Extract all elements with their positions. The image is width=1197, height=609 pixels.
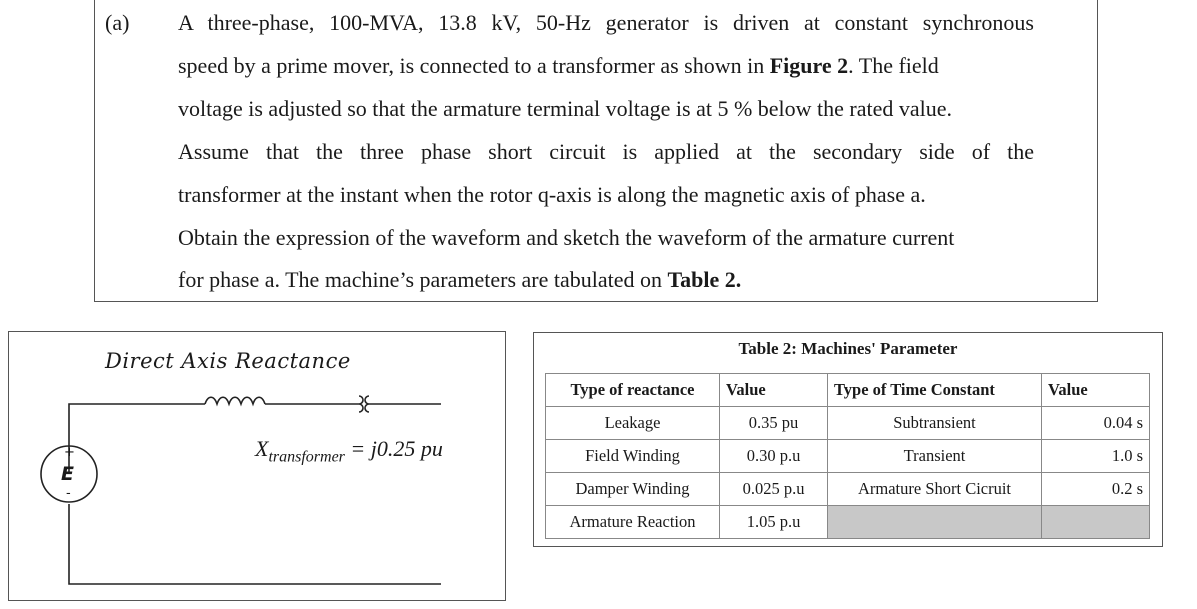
table-cell: Damper Winding	[546, 473, 720, 506]
table-cell: 1.0 s	[1042, 440, 1150, 473]
question-box	[94, 0, 1098, 302]
table-cell: Armature Short Cicruit	[828, 473, 1042, 506]
transformer-coil-right	[365, 396, 369, 412]
question-line-4: Assume that the three phase short circuit is applied at the secondary side of the	[178, 139, 1034, 164]
table-cell: 0.2 s	[1042, 473, 1150, 506]
question-line-2-tail: . The field	[848, 53, 939, 78]
source-minus: -	[66, 486, 71, 501]
x-subscript: transformer	[268, 448, 345, 466]
inductor-coil	[205, 397, 265, 404]
transformer-reactance-label	[255, 436, 443, 466]
table-cell: Transient	[828, 440, 1042, 473]
table-cell: Armature Reaction	[546, 506, 720, 539]
source-label: E	[61, 463, 74, 485]
parameter-table	[545, 373, 1150, 539]
question-label: (a)	[105, 10, 130, 35]
table-cell: 0.30 p.u	[720, 440, 828, 473]
parameter-table-box	[533, 332, 1163, 547]
table-ref: Table 2.	[667, 267, 742, 292]
question-line-2-text: speed by a prime mover, is connected to a transformer as shown in	[178, 53, 765, 78]
header-reactance-type: Type of reactance	[546, 374, 720, 407]
question-line-3: voltage is adjusted so that the armature terminal voltage is at 5 % below the rated value.	[178, 96, 953, 121]
wire-top-left	[69, 404, 205, 474]
table-title: Table 2: Machines' Parameter	[738, 339, 958, 358]
circuit-diagram	[8, 331, 506, 601]
table-header-row	[546, 374, 1150, 407]
wire-bottom	[69, 504, 441, 584]
table-cell: Leakage	[546, 407, 720, 440]
question-line-7	[178, 267, 741, 293]
table-cell: Field Winding	[546, 440, 720, 473]
table-row	[546, 473, 1150, 506]
question-line-6: Obtain the expression of the waveform and sketch the waveform of the armature current	[178, 225, 955, 250]
question-line-2	[178, 53, 939, 79]
table-cell: 0.35 pu	[720, 407, 828, 440]
table-cell: 1.05 p.u	[720, 506, 828, 539]
question-line-7-text: for phase a. The machine’s parameters are tabulated on	[178, 267, 662, 292]
circuit-title: Direct Axis Reactance	[105, 349, 351, 373]
table-cell-empty	[828, 506, 1042, 539]
x-symbol: X	[255, 436, 269, 461]
table-row	[546, 440, 1150, 473]
question-line-5: transformer at the instant when the rotor q-axis is along the magnetic axis of phase a.	[178, 182, 926, 207]
table-cell: 0.025 p.u	[720, 473, 828, 506]
table-row	[546, 506, 1150, 539]
table-cell: Subtransient	[828, 407, 1042, 440]
header-time-constant-value: Value	[1042, 374, 1150, 407]
x-value: = j0.25 pu	[344, 436, 443, 461]
table-cell: 0.04 s	[1042, 407, 1150, 440]
table-row	[546, 407, 1150, 440]
header-time-constant-type: Type of Time Constant	[828, 374, 1042, 407]
question-line-1: A three-phase, 100-MVA, 13.8 kV, 50-Hz generator is driven at constant synchronous	[178, 10, 1034, 35]
table-cell-empty	[1042, 506, 1150, 539]
transformer-coil-left	[359, 396, 363, 412]
header-reactance-value: Value	[720, 374, 828, 407]
figure-ref: Figure 2	[769, 53, 849, 78]
source-plus: +	[64, 445, 75, 460]
